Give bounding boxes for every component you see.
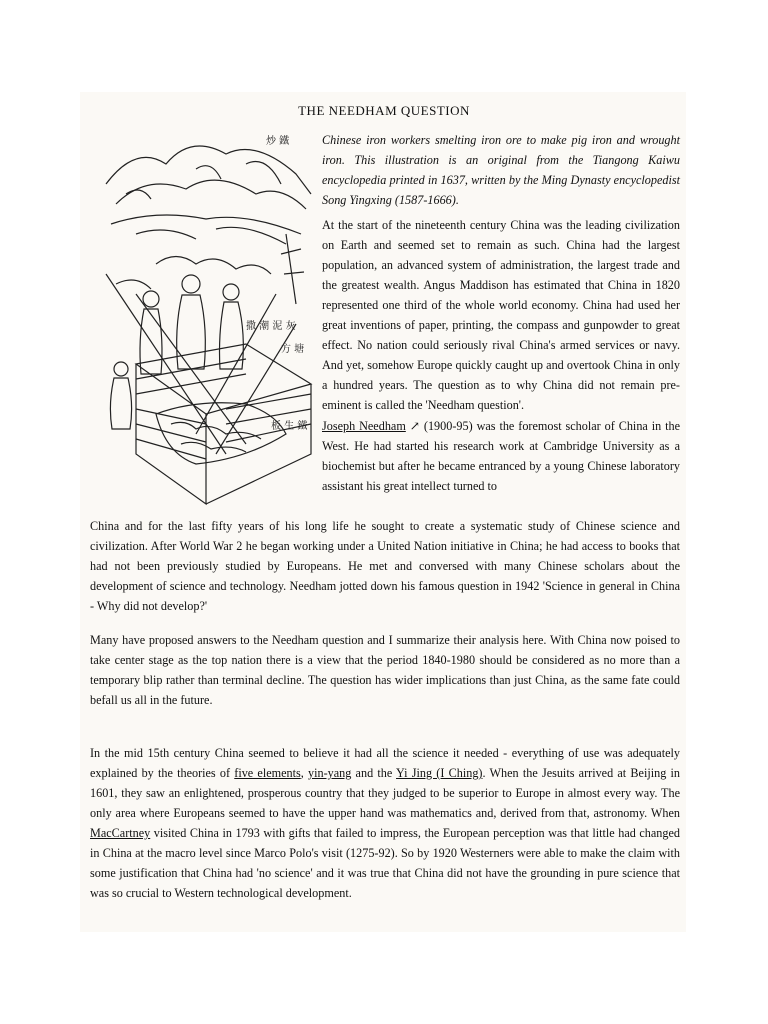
- yi-jing-link[interactable]: Yi Jing (I Ching): [396, 766, 483, 780]
- paragraph-answers: Many have proposed answers to the Needham question and I summarize their analysis here. With China now poised to take center stage as the top nation there is a view that the period 1840-1980 should be considered as no more than a temporary blip rather than terminal decline. The question has wider implications than just China, as the same fate could befall us all in the future.: [90, 633, 680, 707]
- external-link-icon[interactable]: ↗: [409, 419, 420, 433]
- five-elements-link[interactable]: five elements: [234, 766, 301, 780]
- illustration-label-top: 炒 鐵: [266, 136, 290, 147]
- paragraph-intro: At the start of the nineteenth century China was the leading civilization on Earth and seemed set to remain as such. China had the largest population, an advanced system of administration, the largest trade and the greatest wealth. Angus Maddison has estimated that China in 1820 represented one third of the whole world economy. China had used her great inventions of paper, printing, the compass and gunpowder to great effect. No nation could seriously rival China's armed services or navy. And yet, somehow Europe quickly caught up and overtook China in only a hundred years. The question as to why China did not remain pre-eminent is called the 'Needham question'.: [322, 218, 680, 412]
- text-run: ,: [300, 766, 309, 780]
- text-run: In the mid 15th century China seemed to believe it had all the science it needed - everything of use was adequately explained by the theories of: [90, 746, 680, 780]
- paragraph-needham-continued: China and for the last fifty years of his long life he sought to create a systematic study of Chinese science and civilization. After World War 2 he began working under a United Nation initiative in China; he had access to books that had not been previously studied by Europeans. He met and conversed with many Chinese scholars about the development of science and technology. Needham jotted down his famous question in 1942 'Science in general in China - Why did not develop?': [90, 519, 680, 613]
- illustration-label-side: 方 塘: [281, 344, 305, 355]
- needham-intro-text: (1900-95) was the foremost scholar of China in the West. He had started his research work at Cambridge University as a biochemist but after he became entranced by a young Chinese laboratory assistant his great intellect turned to: [322, 419, 681, 493]
- yin-yang-link[interactable]: yin-yang: [308, 766, 352, 780]
- document-title: THE NEEDHAM QUESTION: [298, 103, 470, 118]
- paragraph-needham-start: [322, 416, 680, 496]
- paragraph-science-history: [90, 743, 680, 903]
- text-run: visited China in 1793 with gifts that failed to impress, the European perception was that little had changed in China at the macro level since Marco Polo's visit (1275-92). So by 1920 Westerners were able to make the claim with some justification that China had 'no science' and it was true that China did not have the grounding in pure science that was so crucial to Western technological development.: [90, 826, 680, 900]
- text-run: . When the Jesuits arrived at Beijing in 1601, they saw an enlightened, prosperous country that they judged to be superior to Europe in almost every way. The only area where Europeans seemed to have the upper hand was mathematics and, derived from that, astronomy. When: [90, 766, 680, 820]
- illustration-label-mid: 撒 潮 泥 灰: [246, 321, 296, 332]
- joseph-needham-link[interactable]: Joseph Needham: [322, 419, 406, 433]
- iron-smelting-illustration: [96, 124, 318, 516]
- illustration-caption: Chinese iron workers smelting iron ore to make pig iron and wrought iron. This illustration is an original from the Tiangong Kaiwu encyclopedia printed in 1637, written by the Ming Dynasty encyclopedist Song Yingxing (1587-1666).: [322, 133, 680, 207]
- text-run: and the: [351, 766, 397, 780]
- illustration-label-bottom: 板 生 鐵: [271, 421, 308, 432]
- maccartney-link[interactable]: MacCartney: [90, 826, 151, 840]
